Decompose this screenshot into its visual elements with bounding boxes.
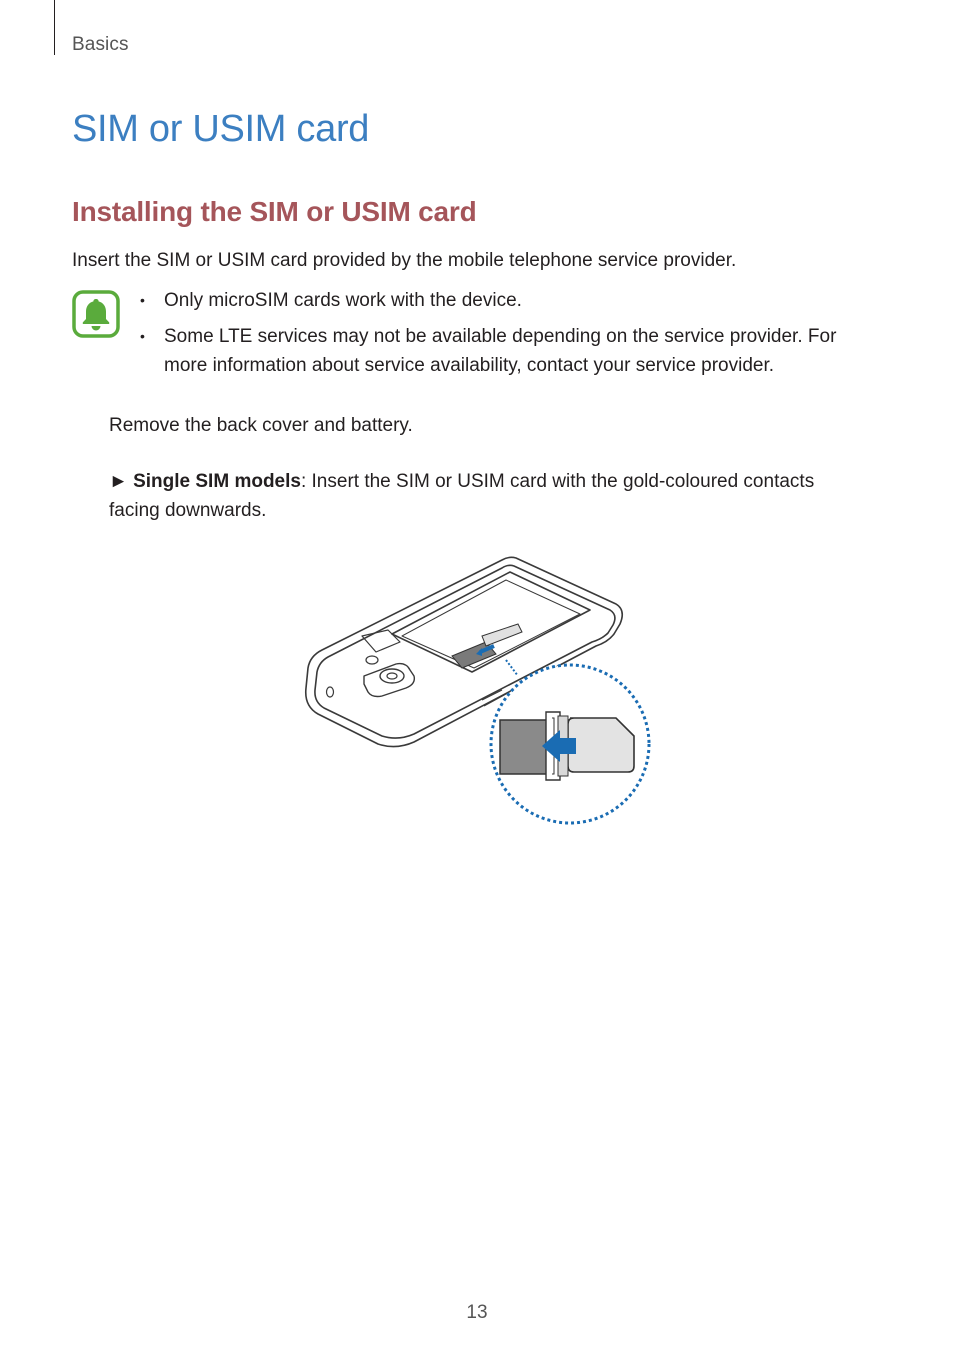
step-insert-text: : Insert the SIM or USIM card with the gold-coloured contacts facing downwards. xyxy=(109,471,815,521)
note-bullet-item xyxy=(140,322,860,380)
note-bullet-list xyxy=(140,286,860,387)
section-subtitle: Installing the SIM or USIM card xyxy=(72,196,477,227)
header-rule xyxy=(54,0,55,55)
note-bullet-text: Only microSIM cards work with the device. xyxy=(164,290,522,311)
bullet-dot: • xyxy=(140,292,145,308)
step-remove-cover: Remove the back cover and battery. xyxy=(109,415,413,436)
single-sim-label: Single SIM models xyxy=(133,471,301,492)
page-number: 13 xyxy=(466,1302,488,1323)
note-bullet-item xyxy=(140,286,860,315)
sim-insertion-illustration xyxy=(296,552,658,828)
note-bullet-text: Some LTE services may not be available depending on the service provider. For more information about service availability, contact your service provider. xyxy=(164,326,837,376)
intro-paragraph: Insert the SIM or USIM card provided by the mobile telephone service provider. xyxy=(72,250,737,271)
step-insert-sim xyxy=(109,467,849,525)
step-marker: ► xyxy=(109,471,128,492)
bullet-dot: • xyxy=(140,328,145,344)
page-title: SIM or USIM card xyxy=(72,108,370,150)
bell-icon xyxy=(72,290,120,338)
section-label: Basics xyxy=(72,34,129,55)
